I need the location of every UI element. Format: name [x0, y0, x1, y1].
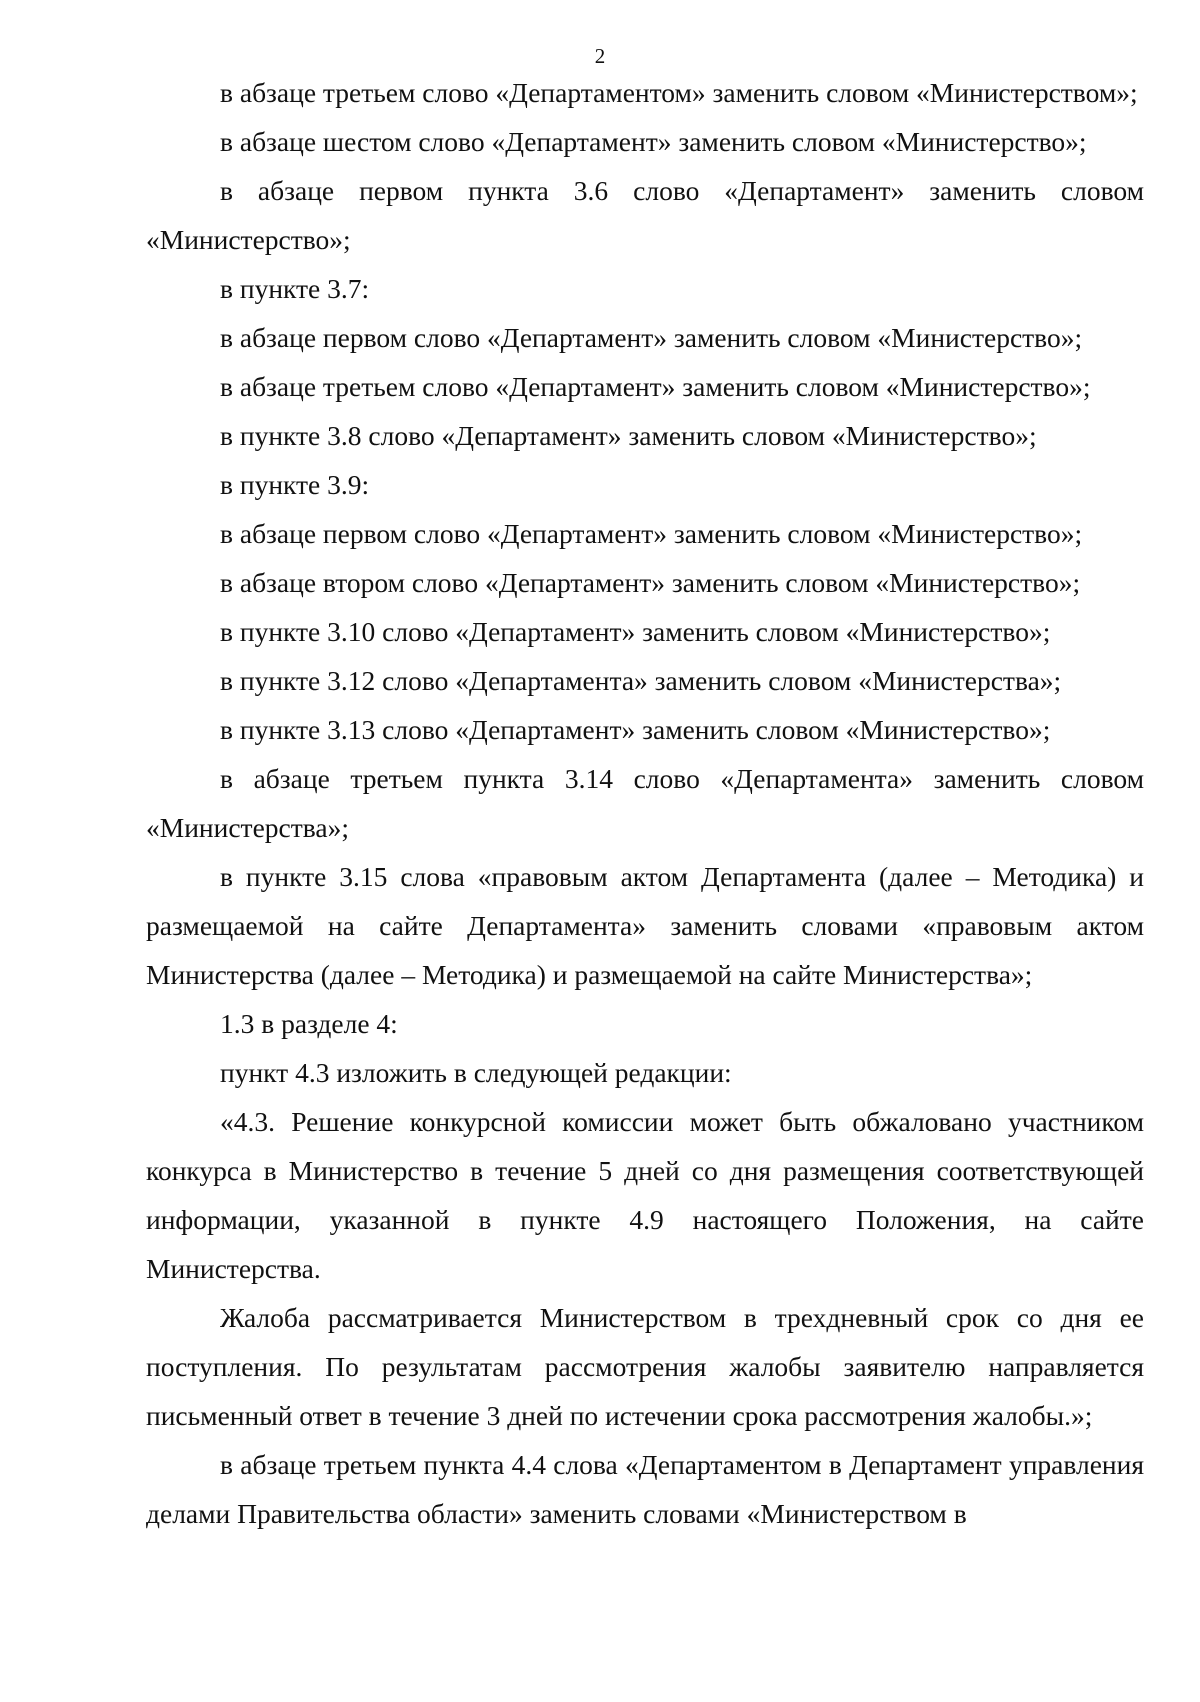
paragraph: в абзаце первом слово «Департамент» заменить словом «Министерство»;	[220, 322, 1083, 353]
document-body	[146, 68, 1144, 1538]
paragraph: в абзаце втором слово «Департамент» заменить словом «Министерство»;	[220, 567, 1081, 598]
paragraph: в пункте 3.9:	[220, 469, 370, 500]
paragraph: в абзаце шестом слово «Департамент» заменить словом «Министерство»;	[220, 126, 1087, 157]
paragraph: в пункте 3.15 слова «правовым актом Департамента (далее – Методика) и размещаемой на сайте Департамента» заменить словами «правовым актом Министерства (далее – Методика) и размещаемой на сайте Министерства»;	[146, 861, 1144, 990]
paragraph: 1.3 в разделе 4:	[220, 1008, 398, 1039]
paragraph: в пункте 3.8 слово «Департамент» заменить словом «Министерство»;	[220, 420, 1037, 451]
paragraph: в абзаце третьем слово «Департамент» заменить словом «Министерство»;	[220, 371, 1091, 402]
page-number: 2	[594, 44, 606, 68]
paragraph: пункт 4.3 изложить в следующей редакции:	[220, 1057, 732, 1088]
paragraph: в абзаце третьем слово «Департаментом» заменить словом «Министерством»;	[220, 77, 1138, 108]
paragraph: в пункте 3.10 слово «Департамент» заменить словом «Министерство»;	[220, 616, 1051, 647]
paragraph: в пункте 3.13 слово «Департамент» заменить словом «Министерство»;	[220, 714, 1051, 745]
paragraph: в пункте 3.7:	[220, 273, 370, 304]
paragraph: Жалоба рассматривается Министерством в трехдневный срок со дня ее поступления. По результатам рассмотрения жалобы заявителю направляется письменный ответ в течение 3 дней по истечении срока рассмотрения жалобы.»;	[146, 1302, 1144, 1431]
paragraph: в абзаце третьем пункта 4.4 слова «Департаментом в Департамент управления делами Правительства области» заменить словами «Министерством в	[146, 1449, 1144, 1529]
paragraph: «4.3. Решение конкурсной комиссии может быть обжаловано участником конкурса в Министерство в течение 5 дней со дня размещения соответствующей информации, указанной в пункте 4.9 настоящего Положения, на сайте Министерства.	[146, 1106, 1144, 1284]
paragraph: в абзаце первом слово «Департамент» заменить словом «Министерство»;	[220, 518, 1083, 549]
paragraph: в абзаце третьем пункта 3.14 слово «Департамента» заменить словом «Министерства»;	[146, 763, 1144, 843]
paragraph: в абзаце первом пункта 3.6 слово «Департамент» заменить словом «Министерство»;	[146, 175, 1144, 255]
paragraph: в пункте 3.12 слово «Департамента» заменить словом «Министерства»;	[220, 665, 1062, 696]
